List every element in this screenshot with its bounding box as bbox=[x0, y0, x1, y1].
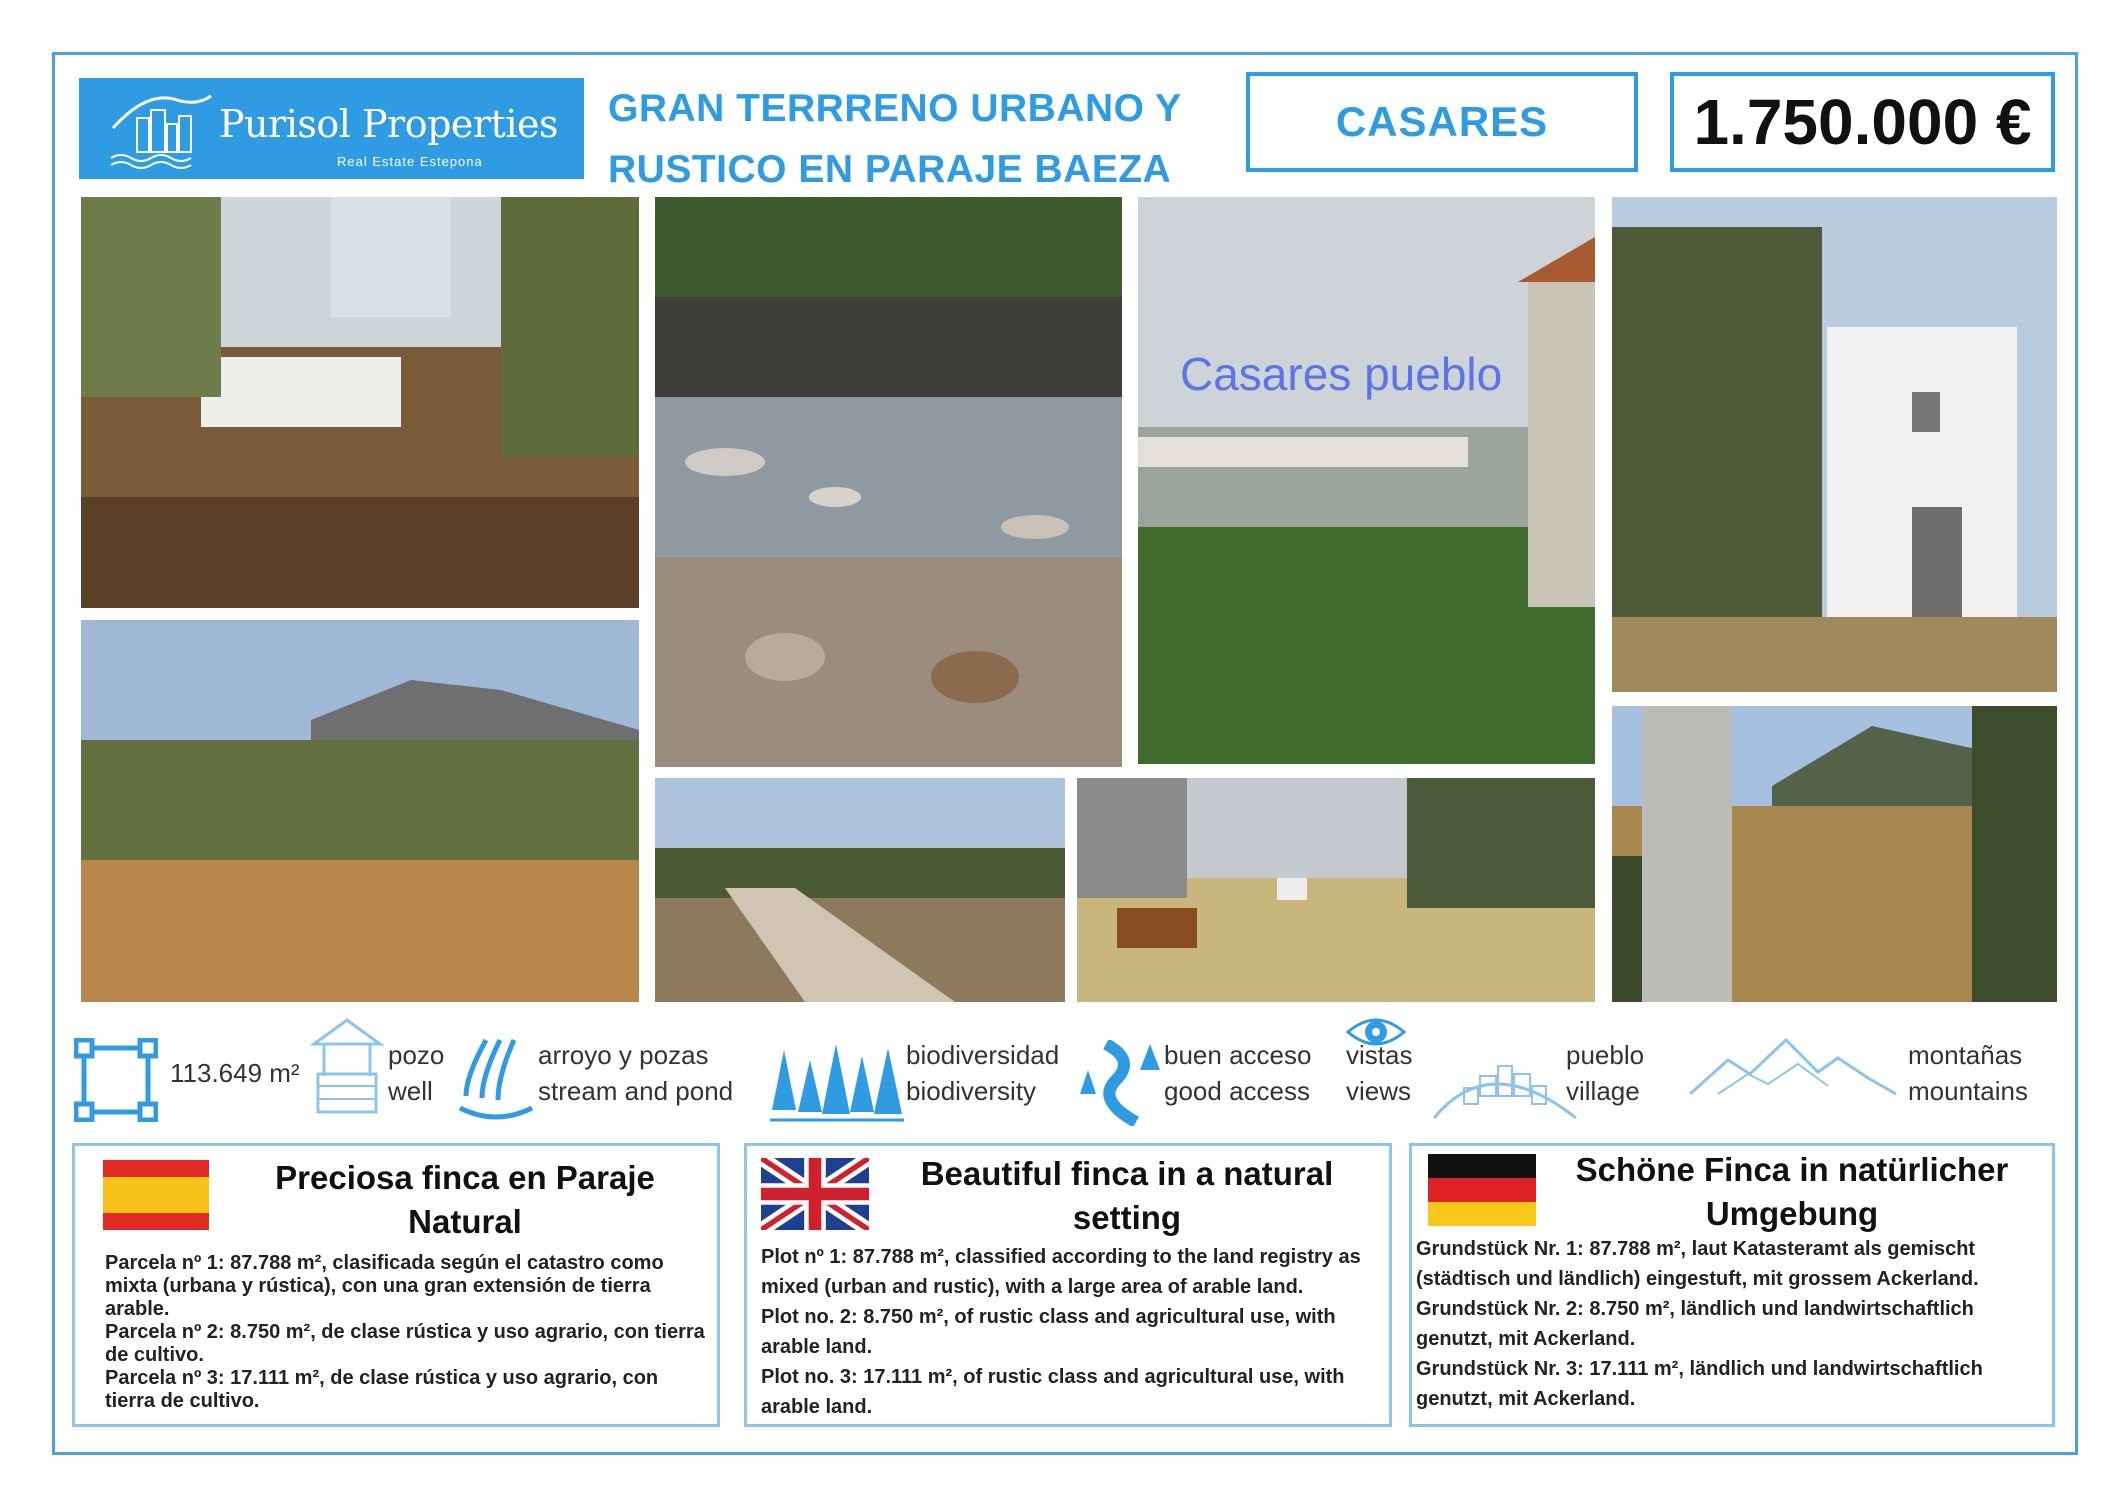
photo-house-trees[interactable] bbox=[81, 197, 639, 608]
description-spanish-plot2: Parcela nº 2: 8.750 m², de clase rústica y uso agrario, con tierra de cultivo. bbox=[105, 1321, 705, 1366]
waterfall-icon bbox=[456, 1036, 536, 1127]
description-german-plot3: Grundstück Nr. 3: 17.111 m², ländlich und landwirtschaftlich genutzt, mit Ackerland. bbox=[1416, 1358, 1983, 1410]
listing-title-line1: GRAN TERRRENO URBANO Y bbox=[608, 87, 1182, 130]
feature-biodiversity-es: biodiversidad bbox=[906, 1040, 1060, 1070]
photo-pillar-valley[interactable] bbox=[1612, 706, 2057, 1002]
town-badge: CASARES bbox=[1246, 72, 1638, 172]
description-german-heading: Schöne Finca in natürlicher Umgebung bbox=[1575, 1151, 2009, 1232]
listing-title-line2: RUSTICO EN PARAJE BAEZA bbox=[608, 148, 1172, 191]
photo-casares-village[interactable] bbox=[1138, 197, 1595, 764]
feature-well-en: well bbox=[388, 1076, 433, 1106]
feature-stream bbox=[538, 1022, 733, 1124]
plot-area-icon bbox=[74, 1038, 158, 1127]
photo-dirt-track[interactable] bbox=[655, 778, 1065, 1002]
company-logo[interactable] bbox=[79, 78, 584, 179]
village-icon bbox=[1430, 1040, 1580, 1129]
feature-stream-es: arroyo y pozas bbox=[538, 1040, 709, 1070]
feature-village-es: pueblo bbox=[1566, 1040, 1645, 1070]
logo-house-icon bbox=[107, 88, 217, 170]
feature-views bbox=[1346, 1022, 1412, 1124]
feature-biodiversity-en: biodiversity bbox=[906, 1076, 1037, 1106]
feature-village bbox=[1566, 1022, 1644, 1124]
listing-title bbox=[608, 78, 1228, 200]
description-german-plot2: Grundstück Nr. 2: 8.750 m², ländlich und landwirtschaftlich genutzt, mit Ackerland. bbox=[1416, 1298, 1974, 1350]
feature-views-es: vistas bbox=[1346, 1040, 1413, 1070]
description-english-plot2: Plot no. 2: 8.750 m², of rustic class and agricultural use, with arable land. bbox=[761, 1306, 1336, 1358]
feature-stream-en: stream and pond bbox=[538, 1076, 734, 1106]
feature-plot-area-label: 113.649 m² bbox=[170, 1058, 300, 1088]
description-english bbox=[744, 1143, 1392, 1427]
road-icon bbox=[1076, 1040, 1162, 1131]
feature-well bbox=[388, 1022, 444, 1124]
description-spanish-plot3: Parcela nº 3: 17.111 m², de clase rústica y uso agrario, con tierra de cultivo. bbox=[105, 1367, 659, 1412]
feature-plot-area bbox=[170, 1022, 300, 1124]
feature-well-es: pozo bbox=[388, 1040, 445, 1070]
spain-flag-icon bbox=[103, 1160, 209, 1230]
description-spanish-plot1: Parcela nº 1: 87.788 m², clasificada según el catastro como mixta (urbana y rústica), con una gran extensión de tierra arable. bbox=[105, 1252, 664, 1320]
logo-subtitle: Real Estate Estepona bbox=[337, 154, 483, 169]
description-spanish-body bbox=[105, 1252, 705, 1413]
feature-access bbox=[1164, 1022, 1311, 1124]
photo-hills-mountain[interactable] bbox=[81, 620, 639, 1002]
description-spanish bbox=[72, 1143, 720, 1427]
feature-biodiversity bbox=[906, 1022, 1059, 1124]
feature-access-es: buen acceso bbox=[1164, 1040, 1312, 1070]
feature-village-en: village bbox=[1566, 1076, 1640, 1106]
uk-flag-icon bbox=[761, 1158, 869, 1230]
feature-mountains-en: mountains bbox=[1908, 1076, 2028, 1106]
feature-access-en: good access bbox=[1164, 1076, 1310, 1106]
description-german bbox=[1409, 1143, 2055, 1427]
price-badge: 1.750.000 € bbox=[1670, 72, 2055, 172]
well-icon bbox=[310, 1016, 384, 1121]
description-english-heading: Beautiful finca in a natural setting bbox=[920, 1155, 1334, 1236]
description-english-plot1: Plot nº 1: 87.788 m², classified according to the land registry as mixed (urban and rustic), with a large area of arable land. bbox=[761, 1246, 1361, 1298]
feature-mountains bbox=[1908, 1022, 2028, 1124]
description-english-body bbox=[761, 1242, 1381, 1422]
description-german-plot1: Grundstück Nr. 1: 87.788 m², laut Katasteramt als gemischt (städtisch und ländlich) eingestuft, mit grossem Ackerland. bbox=[1416, 1238, 1979, 1290]
feature-views-en: views bbox=[1346, 1076, 1412, 1106]
village-caption: Casares pueblo bbox=[1180, 348, 1503, 400]
photo-stream[interactable] bbox=[655, 197, 1122, 767]
photo-white-farmhouse[interactable] bbox=[1612, 197, 2057, 692]
mountains-icon bbox=[1688, 1034, 1898, 1109]
trees-icon bbox=[770, 1040, 904, 1129]
description-spanish-heading: Preciosa finca en Paraje Natural bbox=[275, 1159, 655, 1240]
description-english-plot3: Plot no. 3: 17.111 m², of rustic class and agricultural use, with arable land. bbox=[761, 1366, 1345, 1418]
description-german-body bbox=[1416, 1234, 2050, 1414]
logo-name: Purisol Properties bbox=[219, 102, 558, 146]
feature-mountains-es: montañas bbox=[1908, 1040, 2023, 1070]
germany-flag-icon bbox=[1428, 1154, 1536, 1226]
photo-horses-field[interactable] bbox=[1077, 778, 1595, 1002]
